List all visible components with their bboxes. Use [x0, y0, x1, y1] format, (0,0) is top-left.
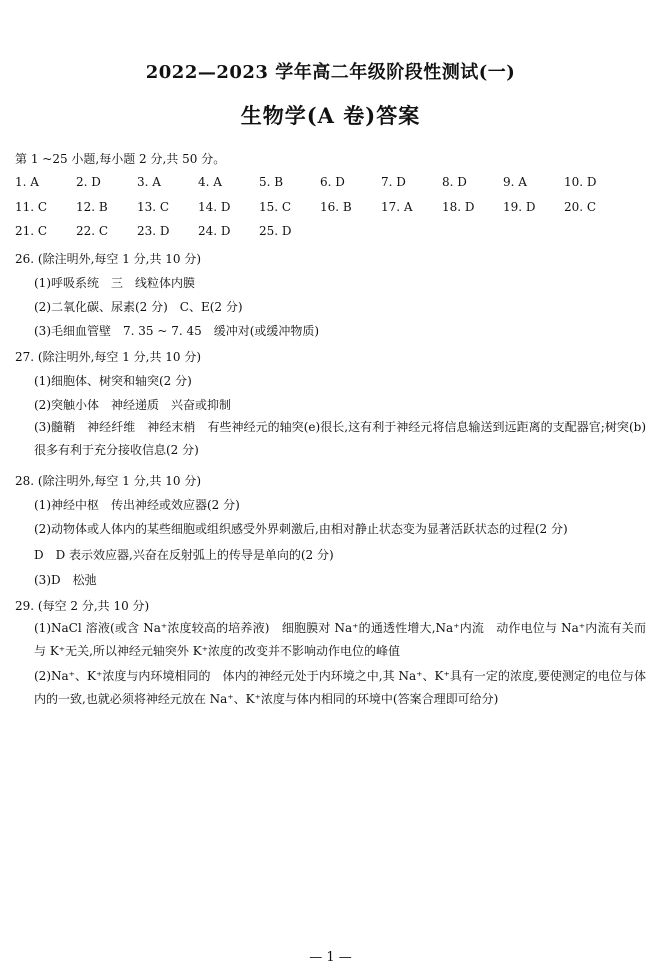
- question-27-header: 27. (除注明外,每空 1 分,共 10 分): [15, 350, 202, 364]
- page-number: — 1 —: [309, 950, 352, 965]
- question-28-part-2b: D D 表示效应器,兴奋在反射弧上的传导是单向的(2 分): [34, 548, 334, 562]
- choice-answer: 16. B: [320, 200, 352, 214]
- question-28-part-1: (1)神经中枢 传出神经或效应器(2 分): [34, 498, 240, 512]
- choice-answer: 7. D: [381, 175, 406, 189]
- question-26-header: 26. (除注明外,每空 1 分,共 10 分): [15, 252, 202, 266]
- choice-answer: 15. C: [259, 200, 292, 214]
- choice-answer: 17. A: [381, 200, 413, 214]
- choice-answer: 19. D: [503, 200, 536, 214]
- question-27-part-1: (1)细胞体、树突和轴突(2 分): [34, 374, 192, 388]
- choice-answer: 9. A: [503, 175, 527, 189]
- question-27-part-2: (2)突触小体 神经递质 兴奋或抑制: [34, 398, 231, 412]
- question-26-part-2: (2)二氧化碳、尿素(2 分) C、E(2 分): [34, 300, 243, 314]
- choice-answer: 18. D: [442, 200, 475, 214]
- question-26-part-3: (3)毛细血管壁 7. 35 ~ 7. 45 缓冲对(或缓冲物质): [34, 324, 320, 338]
- question-29-header: 29. (每空 2 分,共 10 分): [15, 599, 150, 613]
- choice-answer: 5. B: [259, 175, 284, 189]
- question-26-part-1: (1)呼吸系统 三 线粒体内膜: [34, 276, 195, 290]
- question-28-part-2: (2)动物体或人体内的某些细胞或组织感受外界刺激后,由相对静止状态变为显著活跃状态的过程(2 分): [34, 522, 568, 536]
- question-27-part-3: (3)髓鞘 神经纤维 神经末梢 有些神经元的轴突(e)很长,这有利于神经元将信息输送到远距离的支配器官;树突(b)很多有利于充分接收信息(2 分): [34, 420, 646, 457]
- choice-answer: 23. D: [137, 224, 170, 238]
- choice-answer: 25. D: [259, 224, 292, 238]
- question-28-header: 28. (除注明外,每空 1 分,共 10 分): [15, 474, 202, 488]
- choice-answer: 1. A: [15, 175, 39, 189]
- question-28-part-3: (3)D 松弛: [34, 573, 97, 587]
- choice-answer: 13. C: [137, 200, 170, 214]
- question-29-part-2: (2)Na⁺、K⁺浓度与内环境相同的 体内的神经元处于内环境之中,其 Na⁺、K⁺具有一定的浓度,要使测定的电位与体内的一致,也就必须将神经元放在 Na⁺、K⁺浓度与体内相同的环境中(答案合理即可给分): [34, 669, 646, 706]
- choice-answer: 4. A: [198, 175, 222, 189]
- choice-answer: 2. D: [76, 175, 101, 189]
- choice-answer: 21. C: [15, 224, 48, 238]
- choice-answer: 12. B: [76, 200, 108, 214]
- choice-answer: 22. C: [76, 224, 109, 238]
- choice-section-intro: 第 1 ~25 小题,每小题 2 分,共 50 分。: [15, 152, 226, 166]
- choice-answer: 24. D: [198, 224, 231, 238]
- choice-answer: 6. D: [320, 175, 345, 189]
- choice-answer: 10. D: [564, 175, 597, 189]
- choice-answer: 3. A: [137, 175, 161, 189]
- exam-title: 2022—2023 学年高二年级阶段性测试(一): [145, 62, 516, 83]
- answer-subtitle: 生物学(A 卷)答案: [240, 103, 421, 128]
- choice-answer: 20. C: [564, 200, 597, 214]
- choice-answer: 14. D: [198, 200, 231, 214]
- question-29-part-1: (1)NaCl 溶液(或含 Na⁺浓度较高的培养液) 细胞膜对 Na⁺的通透性增大,Na⁺内流 动作电位与 Na⁺内流有关而与 K⁺无关,所以神经元轴突外 K⁺浓度的改变并不影响动作电位的峰值: [34, 621, 646, 658]
- choice-answer: 8. D: [442, 175, 467, 189]
- choice-answer: 11. C: [15, 200, 48, 214]
